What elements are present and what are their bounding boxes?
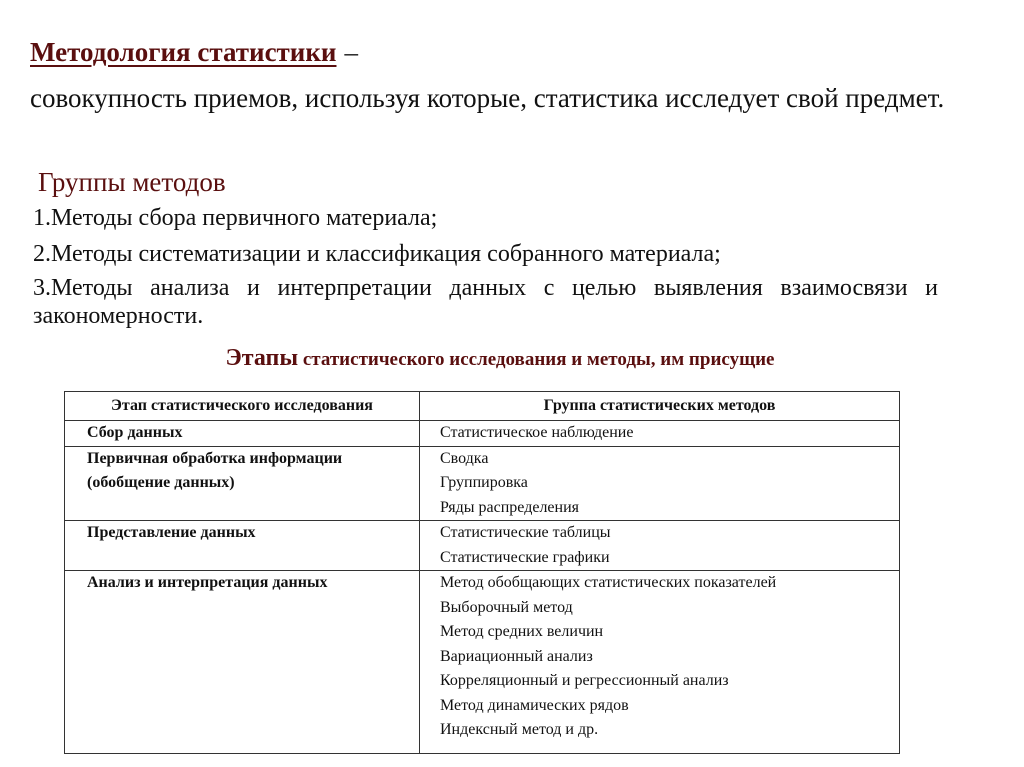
table-title-rest: статистического исследования и методы, им присущие (298, 349, 775, 370)
stage-cell (65, 521, 420, 571)
table-header-row (65, 392, 900, 421)
heading-dash: – (344, 37, 358, 67)
method-label: Выборочный метод (440, 598, 573, 616)
method-label: Вариационный анализ (440, 647, 593, 665)
stage-label: Первичная обработка информации (87, 449, 343, 467)
method-label: Индексный метод и др. (440, 721, 599, 738)
stage-label: (обобщение данных) (87, 474, 235, 491)
table-row (65, 571, 900, 754)
method-label: Корреляционный и регрессионный анализ (440, 672, 729, 689)
table-title-first-word: Этапы (225, 345, 299, 371)
methodology-term: Методология статистики (30, 37, 337, 67)
methods-cell (420, 421, 900, 447)
method-label: Статистическое наблюдение (440, 424, 634, 441)
stage-label: Сбор данных (87, 424, 183, 441)
table-title (0, 344, 1000, 374)
column-header-methods: Группа статистических методов (420, 392, 900, 421)
heading (30, 36, 358, 68)
method-label: Метод обобщающих статистических показателей (440, 574, 777, 591)
groups-title: Группы методов (38, 167, 226, 197)
method-label: Ряды распределения (440, 498, 580, 516)
method-label: Статистические графики (440, 548, 610, 566)
method-group-2: 2.Методы систематизации и классификация собранного материала; (33, 241, 721, 267)
stage-label: Анализ и интерпретация данных (87, 574, 328, 591)
method-label: Сводка (440, 449, 489, 467)
stage-cell (65, 421, 420, 447)
stage-cell (65, 571, 420, 754)
method-label: Группировка (440, 474, 528, 491)
table-row (65, 446, 900, 521)
stage-cell (65, 446, 420, 521)
table-row (65, 421, 900, 447)
methods-cell (420, 571, 900, 754)
method-label: Статистические таблицы (440, 524, 611, 541)
column-header-stage: Этап статистического исследования (65, 392, 420, 421)
method-group-3: 3.Методы анализа и интерпретации данных с целью выявления взаимосвязи и закономерности. (33, 275, 938, 329)
methods-cell (420, 521, 900, 571)
method-label: Метод средних величин (440, 623, 604, 640)
method-group-1: 1.Методы сбора первичного материала; (33, 205, 438, 231)
definition-text: совокупность приемов, используя которые, статистика исследует свой предмет. (30, 83, 945, 113)
stage-label: Представление данных (87, 524, 256, 541)
stages-table (64, 391, 900, 754)
method-label: Метод динамических рядов (440, 696, 629, 714)
table-row (65, 521, 900, 571)
methods-cell (420, 446, 900, 521)
